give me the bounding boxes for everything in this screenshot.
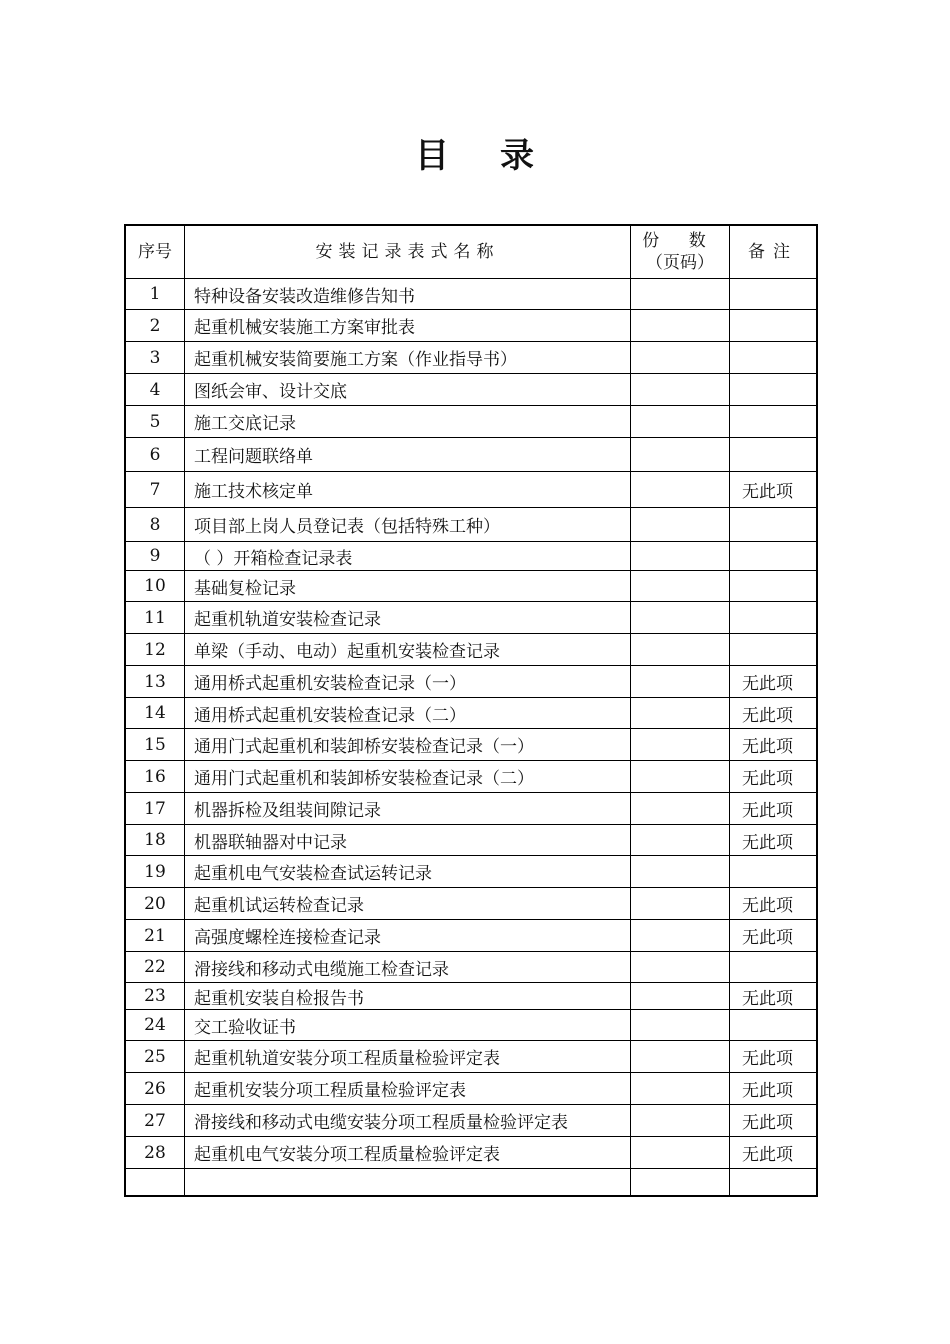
contents-table	[124, 224, 818, 1197]
row-copies	[631, 1073, 730, 1105]
row-number: 17	[125, 793, 185, 825]
row-copies	[631, 342, 730, 374]
table-row	[125, 983, 817, 1010]
row-copies	[631, 571, 730, 602]
row-remark: 无此项	[730, 666, 818, 698]
row-copies	[631, 952, 730, 983]
row-number: 24	[125, 1010, 185, 1041]
row-number: 25	[125, 1041, 185, 1073]
row-copies	[631, 761, 730, 793]
row-remark	[730, 1169, 818, 1196]
row-copies	[631, 438, 730, 472]
table-row	[125, 1073, 817, 1105]
table-row	[125, 856, 817, 888]
row-number: 22	[125, 952, 185, 983]
row-record-name: 施工交底记录	[185, 406, 631, 438]
row-copies	[631, 406, 730, 438]
row-remark: 无此项	[730, 1041, 818, 1073]
header-copies-line2: （页码）	[646, 253, 714, 273]
row-remark: 无此项	[730, 729, 818, 761]
row-remark	[730, 438, 818, 472]
table-row	[125, 279, 817, 310]
row-remark	[730, 542, 818, 571]
row-number: 12	[125, 634, 185, 666]
table-row	[125, 602, 817, 634]
row-record-name: 滑接线和移动式电缆安装分项工程质量检验评定表	[185, 1105, 631, 1137]
row-record-name: 交工验收证书	[185, 1010, 631, 1041]
row-copies	[631, 825, 730, 856]
row-number: 2	[125, 310, 185, 342]
table-row	[125, 920, 817, 952]
row-record-name: 起重机试运转检查记录	[185, 888, 631, 920]
row-number: 21	[125, 920, 185, 952]
row-copies	[631, 983, 730, 1010]
row-copies	[631, 1105, 730, 1137]
table-row	[125, 634, 817, 666]
row-copies	[631, 310, 730, 342]
header-copies	[631, 225, 730, 279]
row-copies	[631, 1169, 730, 1196]
row-record-name: 起重机安装自检报告书	[185, 983, 631, 1010]
table-row	[125, 1169, 817, 1196]
row-copies	[631, 472, 730, 508]
row-copies	[631, 856, 730, 888]
row-record-name: 起重机轨道安装分项工程质量检验评定表	[185, 1041, 631, 1073]
header-copies-line1: 份 数	[642, 231, 718, 251]
row-record-name: 通用桥式起重机安装检查记录（一）	[185, 666, 631, 698]
row-number: 19	[125, 856, 185, 888]
row-copies	[631, 634, 730, 666]
row-copies	[631, 542, 730, 571]
row-record-name: 项目部上岗人员登记表（包括特殊工种）	[185, 508, 631, 542]
row-remark: 无此项	[730, 472, 818, 508]
row-record-name: （ ）开箱检查记录表	[185, 542, 631, 571]
row-record-name: 机器拆检及组装间隙记录	[185, 793, 631, 825]
row-remark	[730, 952, 818, 983]
table-row	[125, 952, 817, 983]
table-row	[125, 761, 817, 793]
table-row	[125, 729, 817, 761]
row-record-name: 施工技术核定单	[185, 472, 631, 508]
table-row	[125, 438, 817, 472]
table-row	[125, 310, 817, 342]
row-remark	[730, 342, 818, 374]
row-remark	[730, 602, 818, 634]
row-remark: 无此项	[730, 1137, 818, 1169]
row-record-name: 通用门式起重机和装卸桥安装检查记录（一）	[185, 729, 631, 761]
table-row	[125, 542, 817, 571]
row-record-name: 图纸会审、设计交底	[185, 374, 631, 406]
table-row	[125, 1041, 817, 1073]
row-record-name: 起重机械安装简要施工方案（作业指导书）	[185, 342, 631, 374]
header-index: 序号	[125, 225, 185, 279]
row-remark	[730, 374, 818, 406]
row-number	[125, 1169, 185, 1196]
table-row	[125, 508, 817, 542]
row-copies	[631, 279, 730, 310]
row-copies	[631, 793, 730, 825]
row-record-name: 单梁（手动、电动）起重机安装检查记录	[185, 634, 631, 666]
row-remark: 无此项	[730, 698, 818, 729]
row-number: 5	[125, 406, 185, 438]
row-number: 6	[125, 438, 185, 472]
row-number: 10	[125, 571, 185, 602]
row-number: 1	[125, 279, 185, 310]
row-remark: 无此项	[730, 825, 818, 856]
row-number: 20	[125, 888, 185, 920]
header-remark: 备注	[730, 225, 818, 279]
row-record-name: 起重机械安装施工方案审批表	[185, 310, 631, 342]
row-number: 11	[125, 602, 185, 634]
row-record-name: 机器联轴器对中记录	[185, 825, 631, 856]
table-row	[125, 666, 817, 698]
title-char-2: 录	[500, 136, 534, 176]
table-row	[125, 1137, 817, 1169]
row-record-name: 通用桥式起重机安装检查记录（二）	[185, 698, 631, 729]
row-number: 3	[125, 342, 185, 374]
row-remark	[730, 406, 818, 438]
row-number: 18	[125, 825, 185, 856]
table-row	[125, 472, 817, 508]
row-copies	[631, 508, 730, 542]
row-number: 27	[125, 1105, 185, 1137]
table-row	[125, 1105, 817, 1137]
row-remark: 无此项	[730, 793, 818, 825]
title-char-1: 目	[415, 136, 449, 176]
row-record-name: 起重机安装分项工程质量检验评定表	[185, 1073, 631, 1105]
row-number: 13	[125, 666, 185, 698]
table-body	[125, 279, 817, 1196]
row-record-name	[185, 1169, 631, 1196]
row-remark	[730, 634, 818, 666]
row-remark: 无此项	[730, 1073, 818, 1105]
row-remark	[730, 508, 818, 542]
header-name: 安装记录表式名称	[185, 225, 631, 279]
row-number: 4	[125, 374, 185, 406]
row-remark	[730, 1010, 818, 1041]
row-copies	[631, 374, 730, 406]
row-number: 7	[125, 472, 185, 508]
table-row	[125, 888, 817, 920]
table-row	[125, 825, 817, 856]
row-number: 26	[125, 1073, 185, 1105]
table-row	[125, 793, 817, 825]
row-record-name: 基础复检记录	[185, 571, 631, 602]
row-copies	[631, 602, 730, 634]
row-copies	[631, 1010, 730, 1041]
table-row	[125, 406, 817, 438]
header-row	[125, 225, 817, 279]
row-remark: 无此项	[730, 1105, 818, 1137]
row-record-name: 工程问题联络单	[185, 438, 631, 472]
row-copies	[631, 698, 730, 729]
row-number: 14	[125, 698, 185, 729]
row-number: 15	[125, 729, 185, 761]
table-row	[125, 698, 817, 729]
row-record-name: 通用门式起重机和装卸桥安装检查记录（二）	[185, 761, 631, 793]
row-number: 8	[125, 508, 185, 542]
row-remark: 无此项	[730, 761, 818, 793]
row-remark	[730, 279, 818, 310]
table-row	[125, 342, 817, 374]
row-remark	[730, 571, 818, 602]
row-remark: 无此项	[730, 983, 818, 1010]
row-record-name: 高强度螺栓连接检查记录	[185, 920, 631, 952]
row-number: 9	[125, 542, 185, 571]
row-copies	[631, 729, 730, 761]
row-record-name: 起重机电气安装分项工程质量检验评定表	[185, 1137, 631, 1169]
row-remark: 无此项	[730, 920, 818, 952]
row-remark	[730, 310, 818, 342]
row-remark	[730, 856, 818, 888]
row-copies	[631, 888, 730, 920]
row-record-name: 起重机轨道安装检查记录	[185, 602, 631, 634]
row-number: 23	[125, 983, 185, 1010]
row-copies	[631, 920, 730, 952]
row-record-name: 起重机电气安装检查试运转记录	[185, 856, 631, 888]
row-copies	[631, 666, 730, 698]
row-record-name: 滑接线和移动式电缆施工检查记录	[185, 952, 631, 983]
table-row	[125, 374, 817, 406]
row-record-name: 特种设备安装改造维修告知书	[185, 279, 631, 310]
row-remark: 无此项	[730, 888, 818, 920]
row-number: 16	[125, 761, 185, 793]
row-number: 28	[125, 1137, 185, 1169]
table-row	[125, 1010, 817, 1041]
table-row	[125, 571, 817, 602]
row-copies	[631, 1041, 730, 1073]
row-copies	[631, 1137, 730, 1169]
